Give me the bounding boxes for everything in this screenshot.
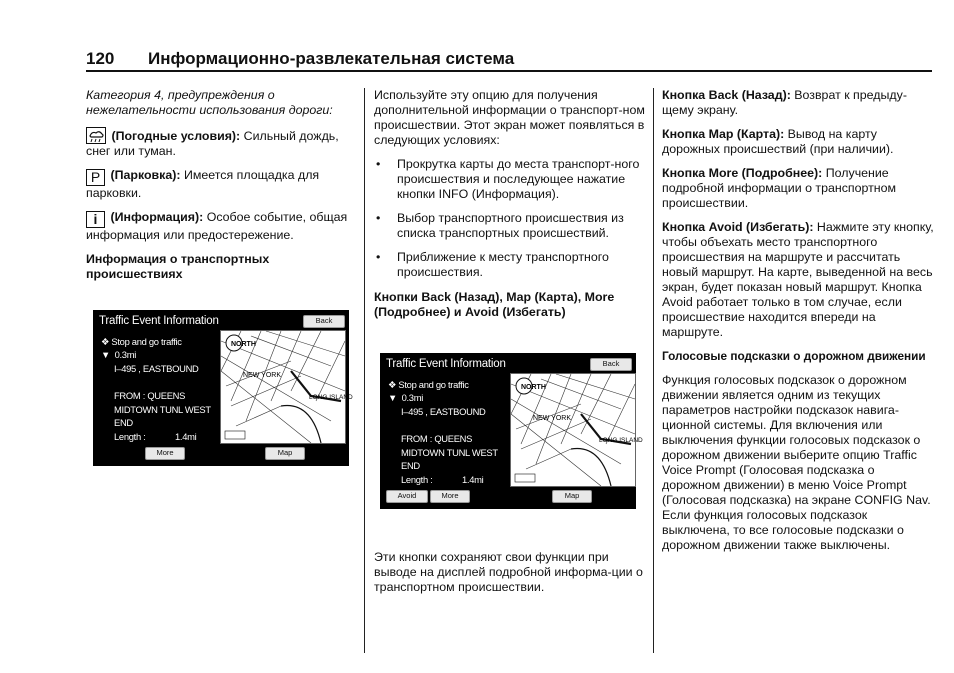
- more-item: [662, 166, 934, 211]
- distance-line: ▼ 0.3mi: [388, 392, 424, 403]
- column-2: [374, 88, 646, 329]
- info-item: [86, 210, 356, 243]
- from-line-2: MIDTOWN TUNL WEST: [114, 404, 211, 415]
- weather-label: (Погодные условия):: [111, 129, 241, 143]
- weather-text: Сильный дождь, снег или туман.: [86, 129, 339, 158]
- back-button[interactable]: Back: [590, 358, 632, 371]
- traffic-map[interactable]: [510, 373, 643, 487]
- list-item: • Приближение к месту транспортного происшествия.: [376, 250, 609, 279]
- event-text: Stop and go traffic: [111, 336, 182, 347]
- header-rule: [86, 70, 932, 72]
- category-intro: Категория 4, предупреждения о нежелательности использования дороги:: [86, 88, 333, 117]
- parking-label: (Парковка):: [110, 168, 181, 182]
- avoid-item: [662, 220, 934, 340]
- screen-title: Traffic Event Information: [386, 358, 506, 370]
- back-button[interactable]: Back: [303, 315, 345, 328]
- from-line-3: END: [114, 417, 133, 428]
- map-label: Кнопка Map (Карта):: [662, 127, 785, 141]
- length-value: 1.4mi: [462, 474, 484, 485]
- list-item: • Выбор транспортного происшествия из списка транспортных происшествий.: [376, 211, 624, 240]
- weather-icon: [86, 127, 106, 144]
- more-button[interactable]: More: [145, 447, 185, 460]
- voice-text: Функция голосовых подсказок о дорожном движении является одним из текущих параметров настройки подсказок навига-ционной системы. Для включения или выключения функции голосовых подсказок о дорожном движении выберите опцию Traffic Voice Prompt (Голосовая подсказка о дорожном движении) в меню Voice Prompt (Голосовая подсказка) на экране CONFIG Nav. Если функция голосовых подсказок выключена, то все голосовые подсказки о дорожном движении также выключены.: [662, 373, 931, 552]
- column-1: [86, 88, 356, 291]
- road-text: I–495 , EASTBOUND: [114, 363, 199, 374]
- more-label: Кнопка More (Подробнее):: [662, 166, 823, 180]
- back-label: Кнопка Back (Назад):: [662, 88, 791, 102]
- distance-text: 0.3mi: [114, 349, 137, 360]
- from-line-2: MIDTOWN TUNL WEST: [401, 447, 498, 458]
- from-line-1: FROM : QUEENS: [401, 433, 473, 444]
- buttons-heading: Кнопки Back (Назад), Map (Карта), More (Подробнее) и Avoid (Избегать): [374, 290, 615, 319]
- back-text: Возврат к предыду-щему экрану.: [662, 88, 907, 117]
- list-item: • Прокрутка карты до места транспорт-ного происшествия и последующее нажатие кнопки INFO (Информация).: [376, 157, 640, 201]
- more-button[interactable]: More: [430, 490, 470, 503]
- event-line: ❖ Stop and go traffic: [101, 336, 182, 347]
- parking-text: Имеется площадка для парковки.: [86, 168, 320, 200]
- section-heading: Информация о транспортных происшествиях: [86, 252, 270, 281]
- avoid-label: Кнопка Avoid (Избегать):: [662, 220, 814, 234]
- col2-footer: Эти кнопки сохраняют свои функции при выводе на дисплей подробной информа-ции о транспортном происшествии.: [374, 550, 643, 594]
- map-button[interactable]: Map: [265, 447, 305, 460]
- col2-intro: Используйте эту опцию для получения дополнительной информации о транспорт-ном происшествии. Этот экран может появляться в следующих условиях:: [374, 88, 645, 147]
- bullet-text: Выбор транспортного происшествия из списка транспортных происшествий.: [397, 211, 624, 240]
- map-item: [662, 127, 934, 157]
- from-line-3: END: [401, 460, 420, 471]
- column-divider: [364, 88, 365, 653]
- chapter-title: Информационно-развлекательная система: [148, 49, 515, 68]
- distance-text: 0.3mi: [401, 392, 424, 403]
- column-3: [662, 88, 934, 562]
- from-line-1: FROM : QUEENS: [114, 390, 186, 401]
- traffic-screen-2: [380, 353, 643, 509]
- col2-footer-block: [374, 550, 646, 604]
- traffic-map[interactable]: [220, 330, 353, 444]
- map-label-north: NORTH: [231, 341, 256, 348]
- avoid-text: Нажмите эту кнопку, чтобы объехать место транспортного происшествия на маршруте и рассчитать новый маршрут. На карте, выведенной на весь экран, будет показан новый маршрут. Кнопка Avoid работает только в том случае, если происшествие находится впереди на маршруте.: [662, 220, 934, 339]
- length-value: 1.4mi: [175, 431, 197, 442]
- bullet-text: Приближение к месту транспортного происшествия.: [397, 250, 609, 279]
- map-text: Вывод на карту дорожных происшествий (при наличии).: [662, 127, 894, 156]
- event-text: Stop and go traffic: [398, 379, 469, 390]
- traffic-screen-1: [93, 310, 353, 466]
- length-label: Length :: [401, 474, 433, 485]
- weather-item: [86, 127, 356, 159]
- map-label: LONG ISLAND: [599, 437, 643, 444]
- page-number: 120: [86, 49, 115, 68]
- length-label: Length :: [114, 431, 146, 442]
- page-header: [86, 47, 932, 72]
- map-button[interactable]: Map: [552, 490, 592, 503]
- map-label: NEW YORK: [243, 372, 281, 379]
- info-text: Особое событие, общая информация или предостережение.: [86, 210, 348, 242]
- parking-icon: P: [86, 169, 105, 186]
- road-text: I–495 , EASTBOUND: [401, 406, 486, 417]
- screen-title: Traffic Event Information: [99, 315, 219, 327]
- column-divider: [653, 88, 654, 653]
- map-label: LONG ISLAND: [309, 394, 353, 401]
- more-text: Получение подробной информации о транспортном происшествии.: [662, 166, 897, 210]
- map-label: NEW YORK: [533, 415, 571, 422]
- event-line: ❖ Stop and go traffic: [388, 379, 469, 390]
- distance-line: ▼ 0.3mi: [101, 349, 137, 360]
- conditions-list: [374, 157, 646, 280]
- parking-item: [86, 168, 356, 201]
- avoid-button[interactable]: Avoid: [386, 490, 428, 503]
- back-item: [662, 88, 934, 118]
- info-label: (Информация):: [110, 210, 204, 224]
- info-icon: i: [86, 211, 105, 228]
- voice-heading: Голосовые подсказки о дорожном движении: [662, 349, 926, 363]
- map-label-north: NORTH: [521, 384, 546, 391]
- bullet-text: Прокрутка карты до места транспорт-ного происшествия и последующее нажатие кнопки INFO (Информация).: [397, 157, 640, 201]
